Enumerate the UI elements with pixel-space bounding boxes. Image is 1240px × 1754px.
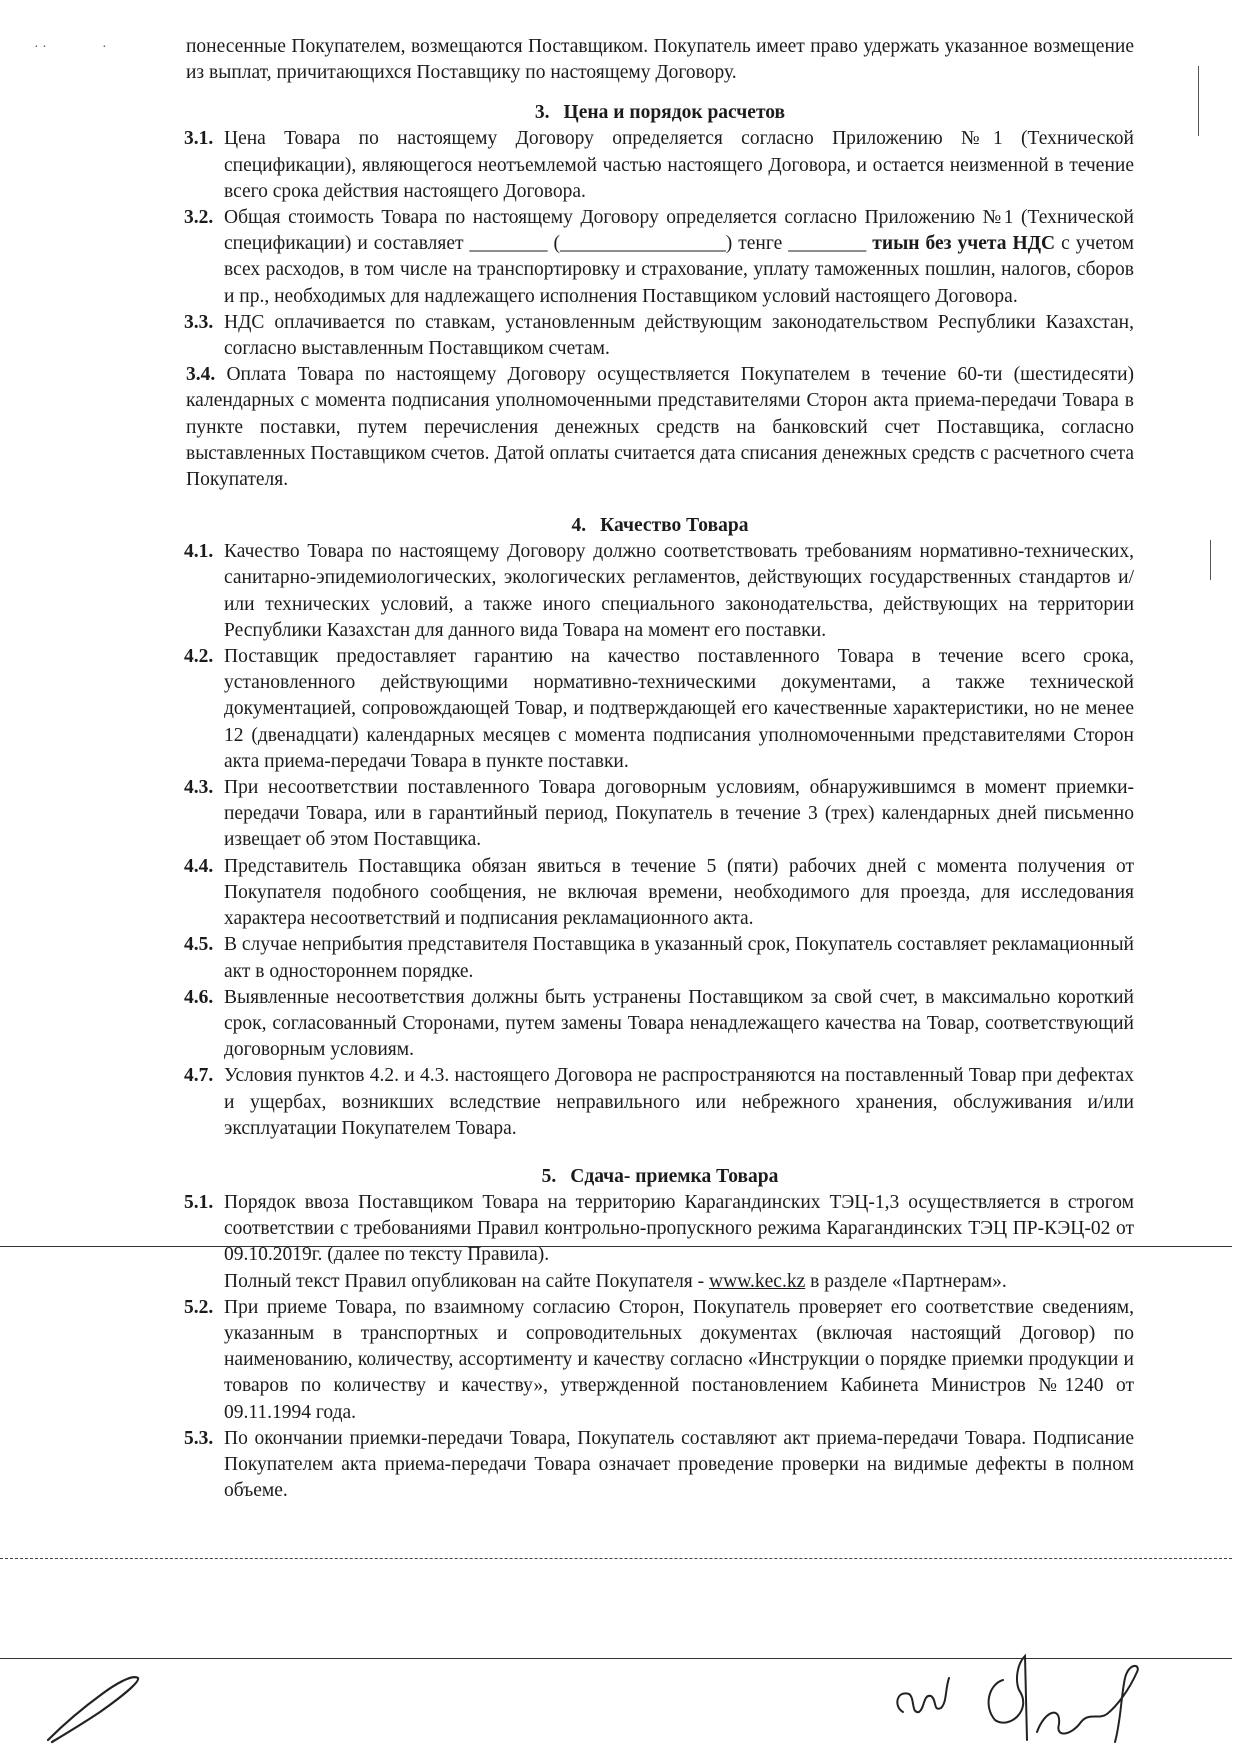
clause-number: 4.5.: [184, 934, 214, 956]
clause-number: 4.3.: [184, 777, 214, 799]
section-number: 5.: [541, 1165, 557, 1187]
scan-divider-line: [0, 1246, 1232, 1247]
clause-3-1: [186, 126, 1134, 205]
clause-5-3: [186, 1426, 1134, 1505]
document-body: [186, 34, 1134, 1504]
clause-text: Поставщик предоставляет гарантию на качество поставленного Товара в течение всего срока, установленного действующими нормативно-техническими документами, а также технической документацией, сопровождающей Товар, и подтверждающей его качественные характеристики, но не менее 12 (двенадцати) календарных месяцев с момента подписания уполномоченными представителями Сторон акта приема-передачи Товара в пункте поставки.: [224, 646, 1134, 772]
section-4-heading: [186, 513, 1134, 539]
clause-number: 4.6.: [184, 986, 214, 1008]
clause-text: в разделе «Партнерам».: [805, 1270, 1007, 1292]
clause-number: 4.1.: [184, 541, 214, 563]
margin-mark: [1210, 540, 1211, 580]
clause-number: 5.3.: [184, 1427, 214, 1449]
margin-mark: [1198, 66, 1199, 136]
clause-4-5: [186, 932, 1134, 984]
clause-number: 5.2.: [184, 1296, 214, 1318]
clause-text: По окончании приемки-передачи Товара, Покупатель составляют акт приема-передачи Товара. Подписание Покупателем акта приема-передачи Товара означает проведение проверки на видимые дефекты в полном объеме.: [224, 1427, 1134, 1502]
clause-3-2: [186, 205, 1134, 310]
intro-paragraph: понесенные Покупателем, возмещаются Поставщиком. Покупатель имеет право удержать указанное возмещение из выплат, причитающихся Поставщику по настоящему Договору.: [186, 36, 1134, 84]
section-title: Сдача- приемка Товара: [570, 1165, 779, 1187]
clause-number: 4.4.: [184, 855, 214, 877]
section-number: 4.: [571, 515, 587, 537]
clause-number: 4.2.: [184, 646, 214, 668]
scan-speck: ·: [102, 40, 107, 55]
clause-3-4: [186, 362, 1134, 493]
clause-number: 4.7.: [184, 1065, 214, 1087]
clause-text: Представитель Поставщика обязан явиться в течение 5 (пяти) рабочих дней с момента получения от Покупателя подобного сообщения, не включая времени, необходимого для проезда, для исследования характера несоответствий и подписания рекламационного акта.: [224, 855, 1134, 930]
website-link[interactable]: www.kec.kz: [709, 1270, 806, 1292]
signature-right: [885, 1650, 1185, 1750]
clause-text: Полный текст Правил опубликован на сайте Покупателя -: [224, 1270, 710, 1292]
clause-text: Порядок ввоза Поставщиком Товара на территорию Карагандинских ТЭЦ-1,3 осуществляется в строгом соответствии с требованиями Правил контрольно-пропускного режима Карагандинских ТЭЦ ПР-КЭЦ-02 от 09.10.2019г. (далее по тексту Правила).: [224, 1191, 1134, 1266]
section-3-heading: [186, 100, 1134, 126]
clause-text: Общая стоимость Товара по настоящему Договору определяется согласно Приложению №1 (Технической спецификации) и составляет ________ (_________________) тенге ________: [224, 207, 1134, 255]
clause-text: При приеме Товара, по взаимному согласию Сторон, Покупатель проверяет его соответствие сведениям, указанным в транспортных и сопроводительных документах (включая настоящий Договор) по наименованию, количеству, ассортименту и качеству согласно «Инструкции о порядке приемки продукции и товаров по количеству и качеству», утвержденной постановлением Кабинета Министров №1240 от 09.11.1994 года.: [224, 1296, 1134, 1423]
clause-text: с учетом всех расходов, в том числе на транспортировку и страхование, уплату таможенных пошлин, налогов, сборов и пр., необходимых для надлежащего исполнения Поставщиком условий настоящего Договора.: [224, 233, 1134, 307]
clause-text: Оплата Товара по настоящему Договору осуществляется Покупателем в течение 60-ти (шестидесяти) календарных с момента подписания уполномоченными представителями Сторон акта приема-передачи Товара в пункте поставки, путем перечисления денежных средств на банковский счет Поставщика, согласно выставленных Поставщиком счетов. Датой оплаты считается дата списания денежных средств с расчетного счета Покупателя.: [186, 364, 1135, 491]
section-5-heading: [186, 1164, 1134, 1190]
clause-text: Условия пунктов 4.2. и 4.3. настоящего Договора не распространяются на поставленный Товар при дефектах и ущербах, возникших вследствие неправильного или небрежного хранения, обслуживания и/или эксплуатации Покупателем Товара.: [224, 1065, 1134, 1139]
clause-text: Выявленные несоответствия должны быть устранены Поставщиком за свой счет, в максимально короткий срок, согласованный Сторонами, путем замены Товара ненадлежащего качества на Товар, соответствующий договорным условиям.: [224, 986, 1134, 1061]
clause-text-bold: тиын без учета НДС: [872, 233, 1056, 255]
clause-5-1-note: [186, 1269, 1134, 1295]
section-title: Качество Товара: [600, 515, 749, 537]
clause-number: 3.2.: [184, 207, 214, 229]
section-title: Цена и порядок расчетов: [563, 102, 786, 124]
clause-number: 3.1.: [184, 128, 214, 150]
clause-number: 3.3.: [184, 311, 214, 333]
clause-5-1: [186, 1190, 1134, 1269]
clause-4-4: [186, 854, 1134, 933]
clause-5-2: [186, 1295, 1134, 1426]
clause-4-6: [186, 985, 1134, 1064]
clause-4-2: [186, 644, 1134, 775]
clause-text: В случае неприбытия представителя Поставщика в указанный срок, Покупатель составляет рекламационный акт в одностороннем порядке.: [224, 934, 1134, 982]
scan-dashed-line: [0, 1558, 1232, 1559]
clause-number: 5.1.: [184, 1191, 214, 1213]
clause-3-3: [186, 310, 1134, 362]
scan-speck: · ·: [34, 40, 47, 55]
clause-number: 3.4.: [186, 364, 216, 386]
clause-4-1: [186, 539, 1134, 644]
clause-text: При несоответствии поставленного Товара договорным условиям, обнаружившимся в момент приемки-передачи Товара, или в гарантийный период, Покупатель в течение 3 (трех) календарных дней письменно извещает об этом Поставщика.: [224, 777, 1134, 851]
clause-text: Качество Товара по настоящему Договору должно соответствовать требованиям нормативно-технических, санитарно-эпидемиологических, экологических регламентов, действующих государственных стандартов и/или технических условий, а также иного специального законодательства, действующих на территории Республики Казахстан для данного вида Товара на момент его поставки.: [224, 541, 1134, 641]
clause-text: Цена Товара по настоящему Договору определяется согласно Приложению №1 (Технической спецификации), являющегося неотъемлемой частью настоящего Договора, и остается неизменной в течение всего срока действия настоящего Договора.: [224, 128, 1134, 202]
clause-4-7: [186, 1063, 1134, 1142]
clause-text: НДС оплачивается по ставкам, установленным действующим законодательством Республики Казахстан, согласно выставленным Поставщиком счетам.: [224, 311, 1134, 360]
clause-4-3: [186, 775, 1134, 854]
signature-left: [40, 1668, 150, 1748]
section-number: 3.: [534, 102, 550, 124]
